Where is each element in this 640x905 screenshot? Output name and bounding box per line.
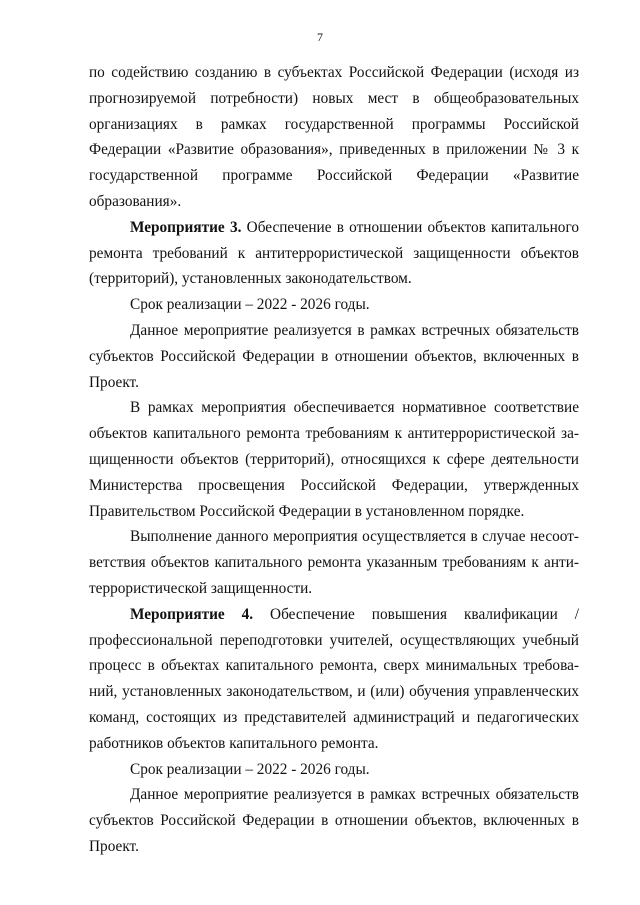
paragraph-text: Обеспечение повышения квалификации /профессиональной переподготовки учителей, осуществляющих учебный процесс в объектах капитального ремонта, сверх минимальных требований, установленных законодательством, и (или) обучения управленческих команд, состоящих из представителей администраций и педагогических работников объектов капитального ремонта. (89, 605, 580, 752)
paragraph-compliance (89, 395, 579, 524)
paragraph-continuation (89, 60, 579, 215)
paragraph-text: по содействию созданию в субъектах Российской Федерации (исходя из прогнозируемой потребности) новых мест в общеобразовательных организациях в рамках государственной программы Российской Федерации «Развитие образования», приведенных в приложении № 3 к государственной программе Российской Федерации «Развитие образования». (89, 64, 579, 210)
paragraph-text: Данное мероприятие реализуется в рамках встречных обязательств субъектов Российской Федерации в отношении объектов, включенных в Проект. (89, 786, 579, 855)
activity-heading: Мероприятие 3. (130, 218, 242, 236)
page-number: 7 (317, 30, 323, 44)
paragraph-text: В рамках мероприятия обеспечивается нормативное соответствие объектов капитального ремонта требованиям к антитеррористической защищенности объектов (территорий), относящихся к сфере деятельности Министерства просвещения Российской Федерации, утвержденных Правительством Российской Федерации в установленном порядке. (89, 399, 579, 520)
activity-heading: Мероприятие 4. (130, 605, 254, 623)
paragraph-text: Срок реализации – 2022 - 2026 годы. (130, 296, 370, 314)
paragraph-obligations (89, 318, 579, 395)
paragraph-text: Данное мероприятие реализуется в рамках встречных обязательств субъектов Российской Федерации в отношении объектов, включенных в Проект. (89, 321, 579, 391)
paragraph-text: Выполнение данного мероприятия осуществляется в случае несоответствия объектов капитального ремонта указанным требованиям к антитеррористической защищенности. (89, 528, 579, 597)
paragraph-text: Обеспечение в отношении объектов капитального ремонта требований к антитеррористической защищенности объектов (территорий), установленных законодательством. (89, 218, 579, 288)
paragraph-activity-4 (89, 602, 579, 757)
paragraph-obligations (89, 782, 579, 859)
paragraph-activity-3 (89, 215, 579, 292)
paragraph-execution (89, 524, 579, 601)
paragraph-deadline (89, 292, 579, 318)
document-body (89, 60, 579, 860)
paragraph-deadline (89, 757, 579, 783)
paragraph-text: Срок реализации – 2022 - 2026 годы. (130, 760, 370, 778)
